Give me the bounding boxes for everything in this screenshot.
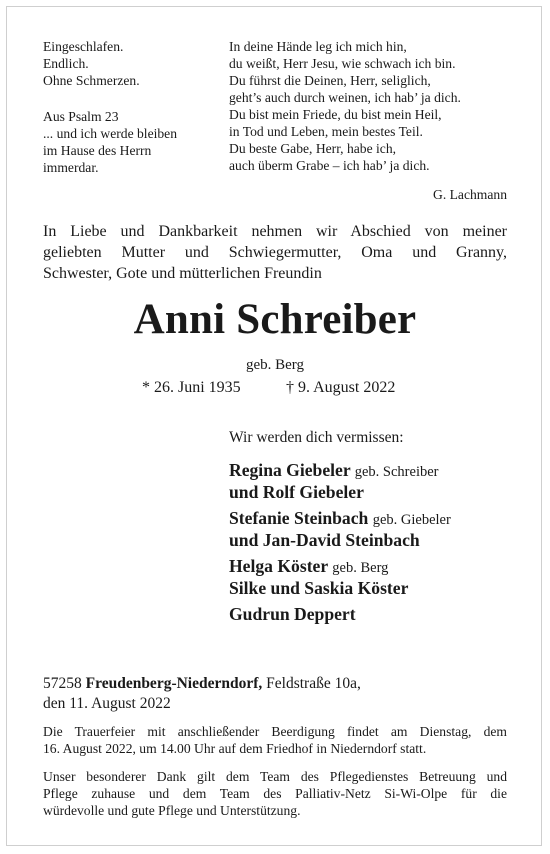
address-date: den 11. August 2022: [43, 695, 171, 712]
thanks-line: würdevolle und gute Pflege und Unterstützung.: [43, 803, 301, 818]
poem-line: Du bist mein Friede, du bist mein Heil,: [229, 107, 442, 122]
psalm-reference: Aus Psalm 23: [43, 109, 119, 124]
place-name: Freudenberg-Niederndorf,: [85, 675, 263, 692]
zip-code: 57258: [43, 675, 82, 692]
poem-line: du weißt, Herr Jesu, wie schwach ich bin.: [229, 56, 456, 71]
poem-line: In deine Hände leg ich mich hin,: [229, 39, 407, 54]
intro-line: Schwester, Gote und mütterlichen Freundin: [43, 265, 322, 282]
mourner-note: geb. Giebeler: [372, 512, 451, 528]
thanks-line: Unser besonderer Dank gilt dem Team des Pflegedienstes Betreuung und: [43, 769, 507, 784]
mourner-name: und Rolf Giebeler: [229, 482, 364, 502]
mourner-name: Silke und Saskia Köster: [229, 578, 409, 598]
funeral-line: 16. August 2022, um 14.00 Uhr auf dem Friedhof in Niederndorf statt.: [43, 741, 427, 756]
psalm-line: ... und ich werde bleiben: [43, 126, 178, 141]
street: Feldstraße 10a,: [266, 675, 361, 692]
left-verse-column: [43, 38, 177, 176]
mourner-line: [229, 577, 451, 603]
mourner-note: geb. Schreiber: [354, 464, 439, 480]
poem-line: geht’s auch durch weinen, ich hab’ ja dich.: [229, 90, 461, 105]
thanks-line: Pflege zuhause und dem Team des Palliativ-Netz Si-Wi-Olpe für die: [43, 786, 507, 801]
mourner-line: [229, 555, 451, 577]
mourner-line: [229, 529, 451, 555]
address-line: [43, 674, 361, 694]
poem-line: auch überm Grabe – ich hab’ ja dich.: [229, 158, 430, 173]
death-date: † 9. August 2022: [286, 379, 396, 396]
funeral-line: Die Trauerfeier mit anschließender Beerdigung findet am Dienstag, dem: [43, 724, 507, 739]
birth-date: * 26. Juni 1935: [142, 379, 241, 396]
mourner-name: Helga Köster: [229, 556, 328, 576]
poem-line: Du beste Gabe, Herr, habe ich,: [229, 141, 397, 156]
mourners-intro: Wir werden dich vermissen:: [229, 429, 404, 446]
thanks-text: [43, 768, 507, 819]
mourner-line: [229, 481, 451, 507]
poem-author: G. Lachmann: [433, 187, 507, 202]
poem: [229, 38, 461, 174]
intro-line: In Liebe und Dankbarkeit nehmen wir Abschied von meiner: [43, 223, 507, 240]
mourner-line: [229, 603, 451, 629]
verse-line: Endlich.: [43, 56, 89, 71]
mourner-name: und Jan-David Steinbach: [229, 530, 420, 550]
mourner-name: Gudrun Deppert: [229, 604, 356, 624]
psalm-line: immerdar.: [43, 160, 99, 175]
poem-line: in Tod und Leben, mein bestes Teil.: [229, 124, 423, 139]
verse-line: Eingeschlafen.: [43, 39, 124, 54]
mourners-list: [229, 459, 451, 629]
mourner-name: Regina Giebeler: [229, 460, 351, 480]
mourner-note: geb. Berg: [332, 560, 389, 576]
mourner-line: [229, 459, 451, 481]
verse-line: Ohne Schmerzen.: [43, 73, 140, 88]
deceased-name: Anni Schreiber: [133, 296, 417, 343]
maiden-name: geb. Berg: [245, 357, 305, 373]
mourner-name: Stefanie Steinbach: [229, 508, 369, 528]
mourner-line: [229, 507, 451, 529]
poem-line: Du führst die Deinen, Herr, seliglich,: [229, 73, 431, 88]
funeral-info: [43, 723, 507, 757]
psalm-line: im Hause des Herrn: [43, 143, 152, 158]
intro-text: [43, 221, 507, 284]
address-block: [43, 674, 361, 714]
intro-line: geliebten Mutter und Schwiegermutter, Oma und Granny,: [43, 244, 507, 261]
